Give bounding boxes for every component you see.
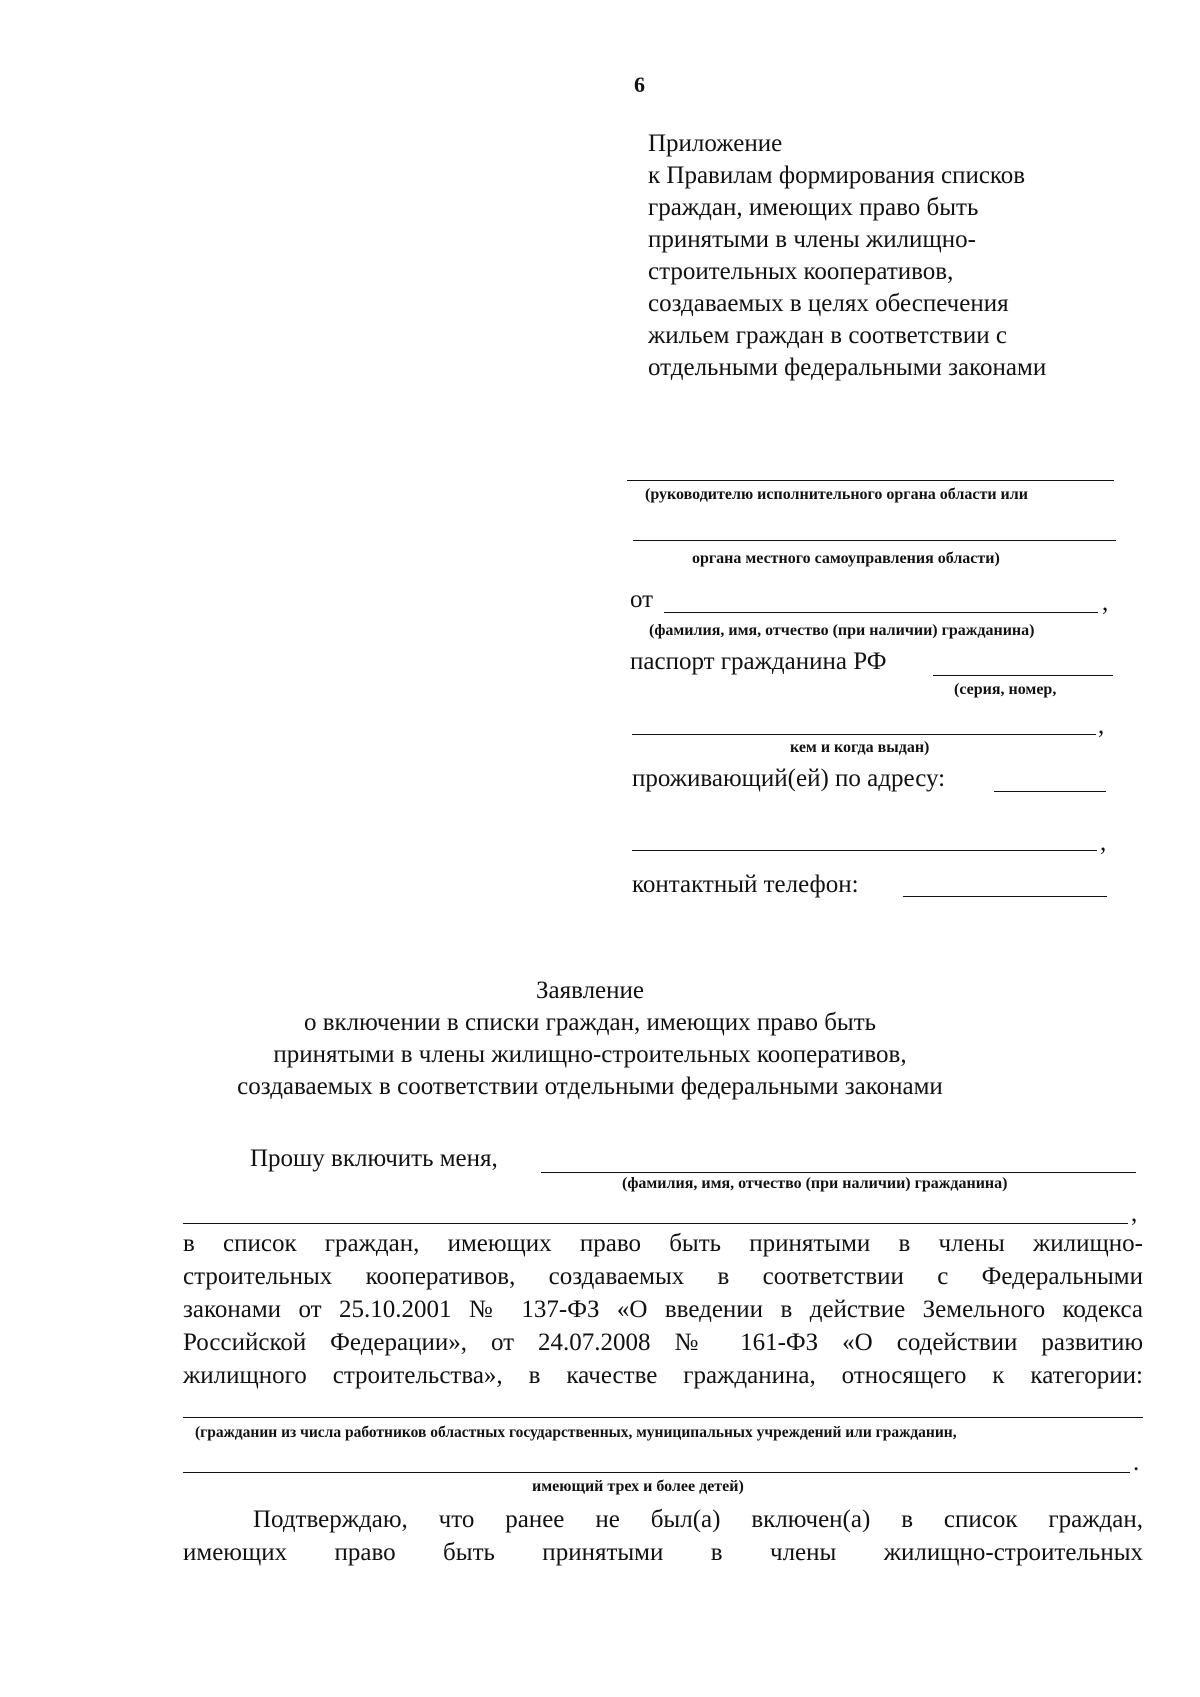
request-hint: (фамилия, имя, отчество (при наличии) гражданина) — [622, 1175, 1008, 1192]
appendix-line: принятыми в члены жилищно- — [648, 226, 976, 253]
appendix-line: создаваемых в целях обеспечения — [648, 290, 1009, 317]
body-line: в список граждан, имеющих право быть принятыми в члены жилищно- — [183, 1230, 1143, 1257]
from-field-line[interactable] — [664, 612, 1098, 613]
phone-field-line[interactable] — [903, 896, 1107, 897]
statement-title: Заявление — [535, 977, 645, 1004]
recipient-line-1[interactable] — [627, 480, 1114, 481]
statement-subtitle-line: о включении в списки граждан, имеющих право быть — [303, 1009, 877, 1036]
passport-comma: , — [1098, 712, 1105, 739]
confirm-line: имеющих право быть принятыми в члены жилищно-строительных — [183, 1539, 1143, 1566]
confirm-line: Подтверждаю, что ранее не был(а) включен(а) в список граждан, — [253, 1506, 1143, 1533]
appendix-line: строительных кооперативов, — [648, 258, 954, 285]
body-line: жилищного строительства», в качестве гражданина, относящего к категории: — [183, 1362, 1143, 1389]
appendix-line: жильем граждан в соответствии с — [648, 322, 1007, 349]
body-line: Российской Федерации», от 24.07.2008 № 161-ФЗ «О содействии развитию — [183, 1329, 1143, 1356]
appendix-line: к Правилам формирования списков — [648, 162, 1026, 189]
category-line-1[interactable] — [183, 1417, 1143, 1418]
address-label: проживающий(ей) по адресу: — [632, 765, 946, 792]
recipient-line-2[interactable] — [633, 540, 1116, 541]
request-comma: , — [1131, 1200, 1138, 1227]
passport-label: паспорт гражданина РФ — [630, 648, 887, 675]
address-comma: , — [1100, 829, 1107, 856]
page-number: 6 — [634, 72, 645, 97]
passport-issued-line[interactable] — [632, 734, 1096, 735]
appendix-line: граждан, имеющих право быть — [648, 194, 979, 221]
category-hint-2: имеющий трех и более детей) — [532, 1478, 744, 1495]
request-label: Прошу включить меня, — [250, 1145, 498, 1172]
address-field-line-2[interactable] — [632, 850, 1097, 851]
from-comma: , — [1102, 589, 1109, 616]
body-line: строительных кооперативов, создаваемых в соответствии с Федеральными — [183, 1263, 1143, 1290]
statement-body — [183, 1227, 1143, 1392]
recipient-hint-1: (руководителю исполнительного органа области или — [645, 486, 1028, 503]
confirm-paragraph — [183, 1503, 1143, 1569]
address-field-line-1[interactable] — [994, 791, 1106, 792]
statement-subtitle-line: создаваемых в соответствии отдельными федеральными законами — [237, 1073, 943, 1100]
category-line-2[interactable] — [183, 1472, 1130, 1473]
statement-subtitle-line: принятыми в члены жилищно-строительных кооперативов, — [273, 1041, 907, 1068]
passport-hint-2: кем и когда выдан) — [790, 739, 930, 756]
passport-hint-1: (серия, номер, — [954, 681, 1057, 698]
appendix-line: отдельными федеральными законами — [648, 354, 1047, 381]
from-label: от — [630, 586, 654, 613]
category-period: . — [1133, 1449, 1140, 1476]
request-name-line[interactable] — [541, 1172, 1136, 1173]
from-hint: (фамилия, имя, отчество (при наличии) гражданина) — [649, 622, 1035, 639]
recipient-hint-2: органа местного самоуправления области) — [692, 550, 1000, 567]
phone-label: контактный телефон: — [632, 871, 859, 898]
body-line: законами от 25.10.2001 № 137-ФЗ «О введении в действие Земельного кодекса — [183, 1296, 1143, 1323]
appendix-heading: Приложение — [648, 130, 783, 157]
category-hint-1: (гражданин из числа работников областных государственных, муниципальных учреждений или гражданин, — [195, 1424, 957, 1441]
request-name-line-2[interactable] — [183, 1223, 1128, 1224]
passport-field-line[interactable] — [933, 675, 1113, 676]
